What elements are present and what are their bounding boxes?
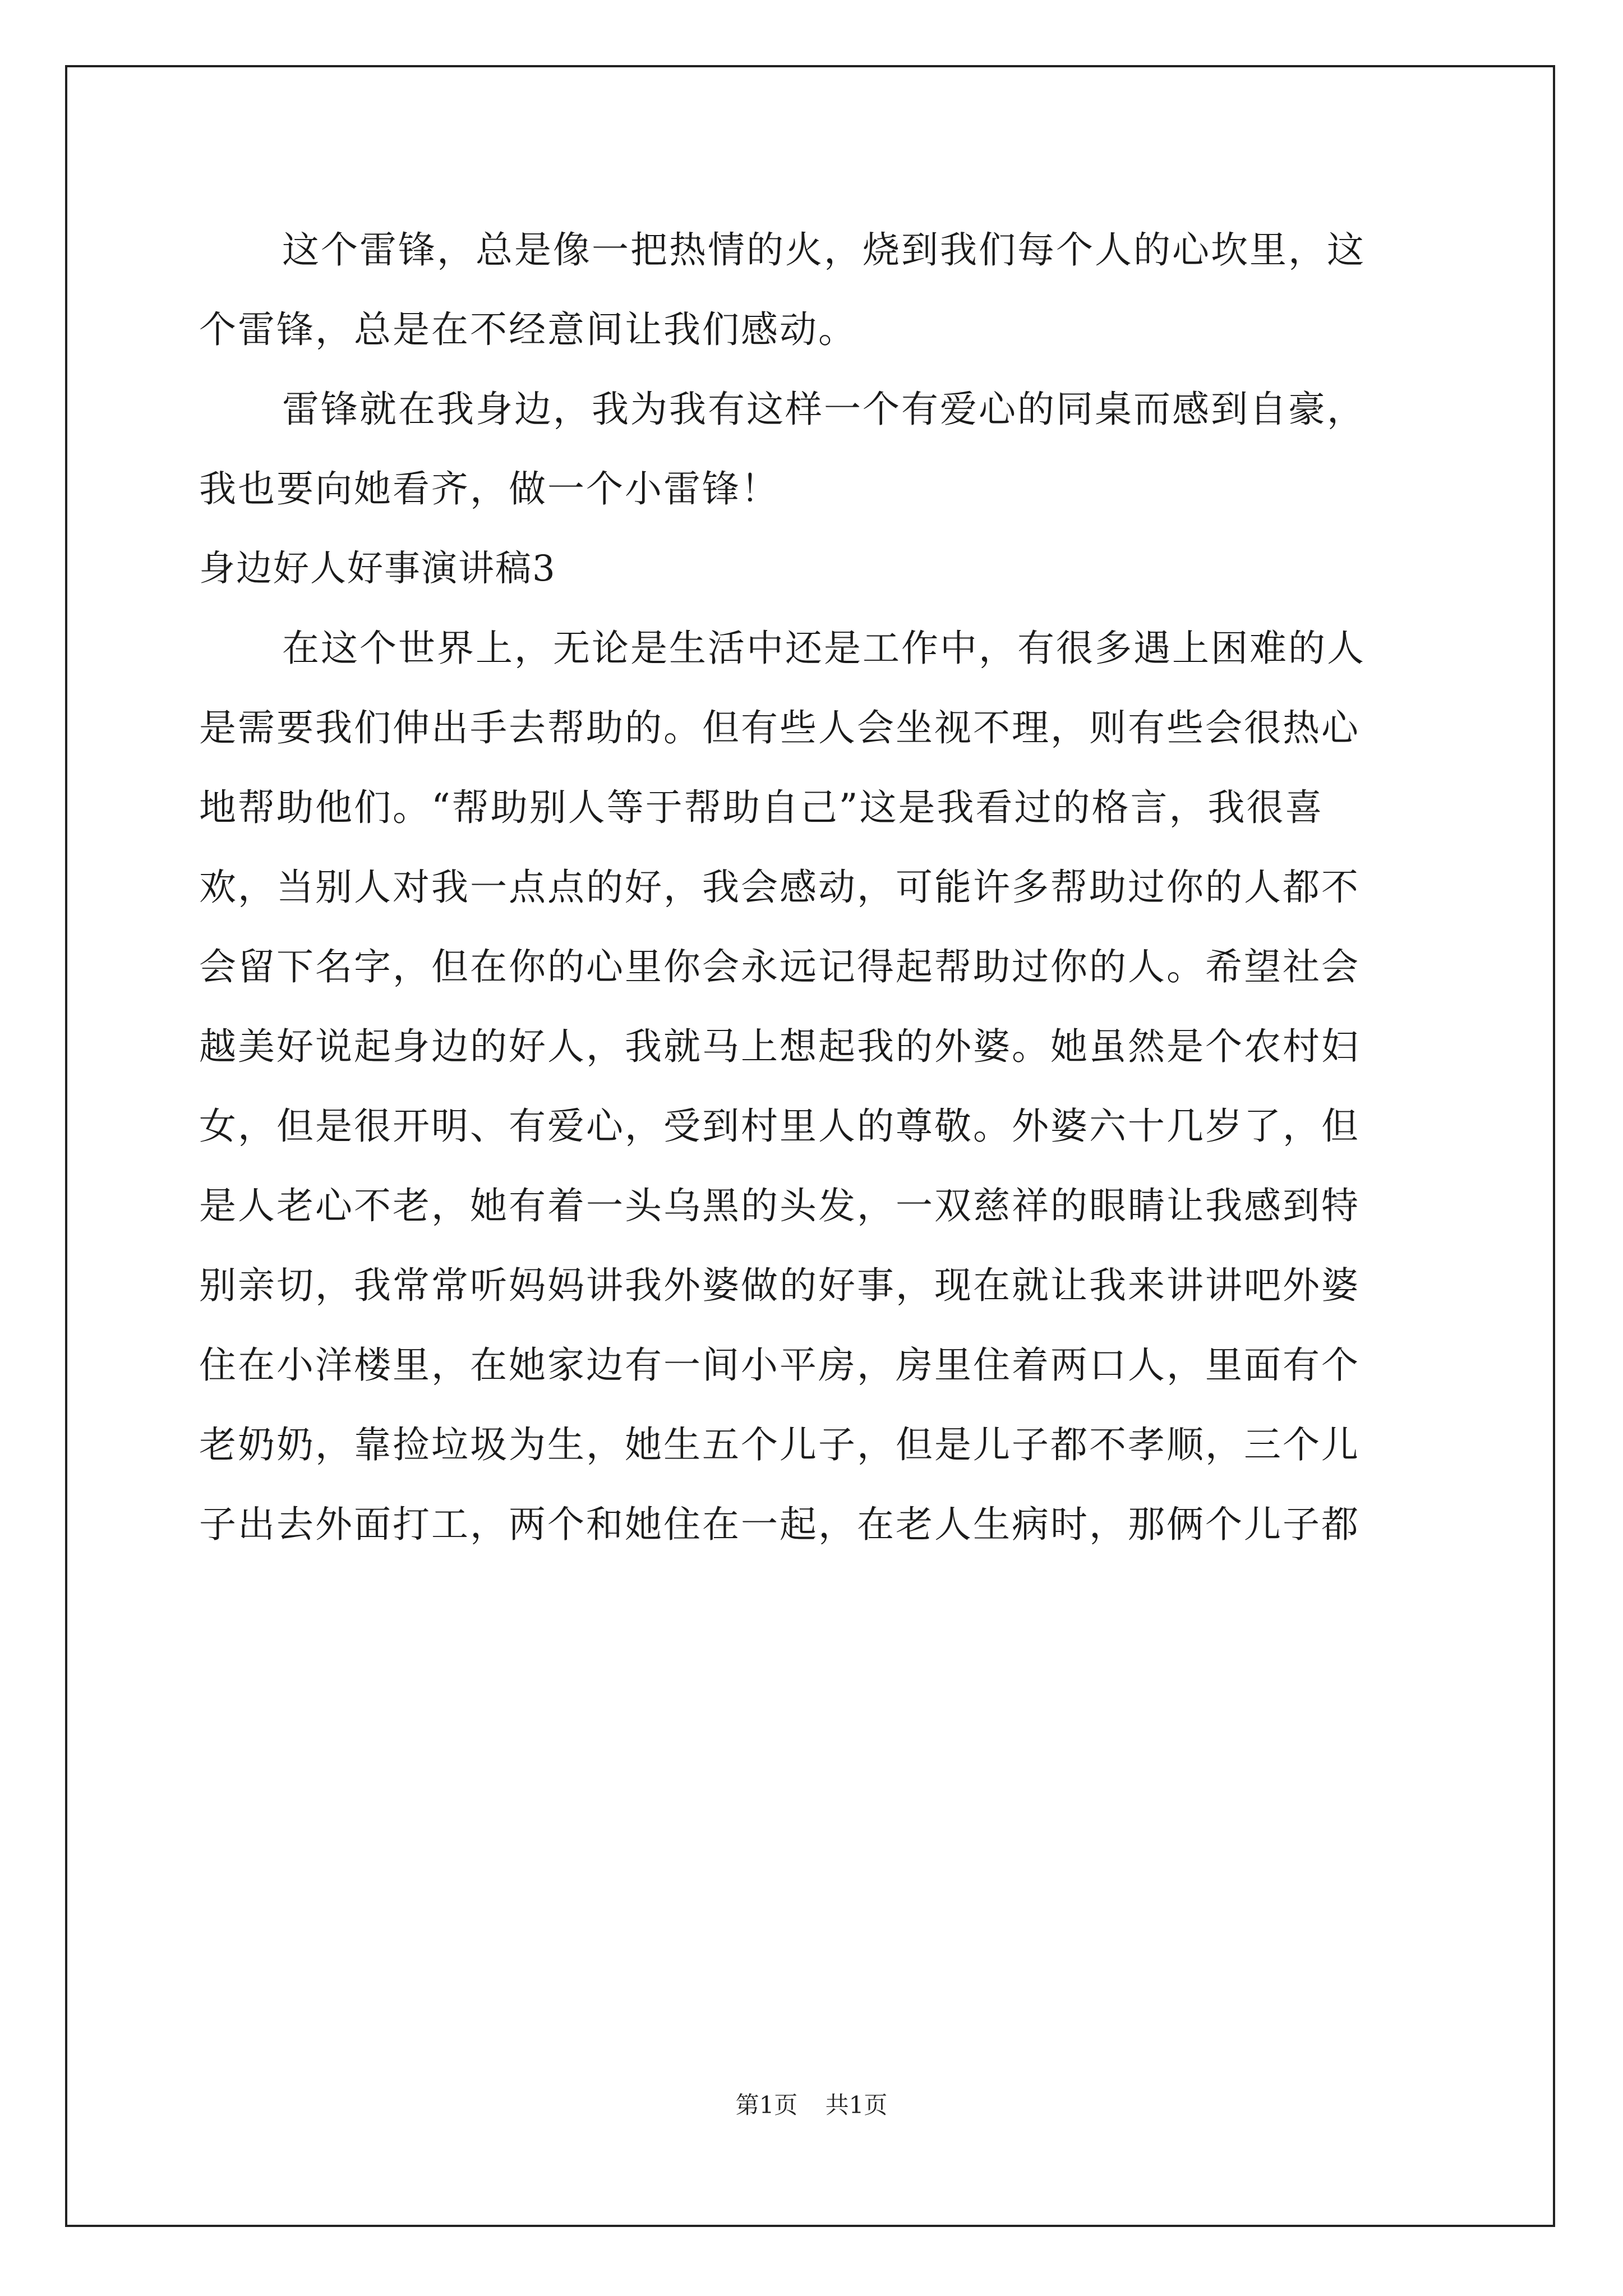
section-heading: 身边好人好事演讲稿3: [199, 548, 556, 590]
text-line: 地帮助他们。“帮助别人等于帮助自己”这是我看过的格言，我很喜: [199, 786, 1324, 829]
text-line: 这个雷锋，总是像一把热情的火，烧到我们每个人的心坎里，这: [282, 228, 1366, 272]
text-line: 是人老心不老，她有着一头乌黑的头发，一双慈祥的眼睛让我感到特: [199, 1184, 1360, 1227]
text-line: 别亲切，我常常听妈妈讲我外婆做的好事，现在就让我来讲讲吧外婆: [199, 1264, 1360, 1307]
text-line: 我也要向她看齐，做一个小雷锋！: [199, 467, 780, 510]
page-footer: [0, 2087, 1623, 2120]
text-line: 在这个世界上，无论是生活中还是工作中，有很多遇上困难的人: [282, 627, 1366, 670]
text-line: 雷锋就在我身边，我为我有这样一个有爱心的同桌而感到自豪，: [282, 388, 1366, 431]
text-line: 越美好说起身边的好人，我就马上想起我的外婆。她虽然是个农村妇: [199, 1025, 1360, 1068]
document-body: [199, 210, 1427, 1565]
text-line: 是需要我们伸出手去帮助的。但有些人会坐视不理，则有些会很热心: [199, 706, 1360, 749]
text-line: 老奶奶，靠捡垃圾为生，她生五个儿子，但是儿子都不孝顺，三个儿: [199, 1423, 1360, 1466]
text-line: 子出去外面打工，两个和她住在一起，在老人生病时，那俩个儿子都: [199, 1503, 1360, 1546]
page-total: 共1页: [825, 2091, 888, 2119]
text-line: 个雷锋，总是在不经意间让我们感动。: [199, 308, 857, 351]
text-line: 欢，当别人对我一点点的好，我会感动，可能许多帮助过你的人都不: [199, 866, 1360, 909]
text-line: 女，但是很开明、有爱心，受到村里人的尊敬。外婆六十几岁了，但: [199, 1105, 1360, 1148]
text-line: 会留下名字，但在你的心里你会永远记得起帮助过你的人。希望社会: [199, 945, 1360, 988]
page-number: 第1页: [735, 2091, 798, 2119]
text-line: 住在小洋楼里，在她家边有一间小平房，房里住着两口人，里面有个: [199, 1343, 1360, 1387]
